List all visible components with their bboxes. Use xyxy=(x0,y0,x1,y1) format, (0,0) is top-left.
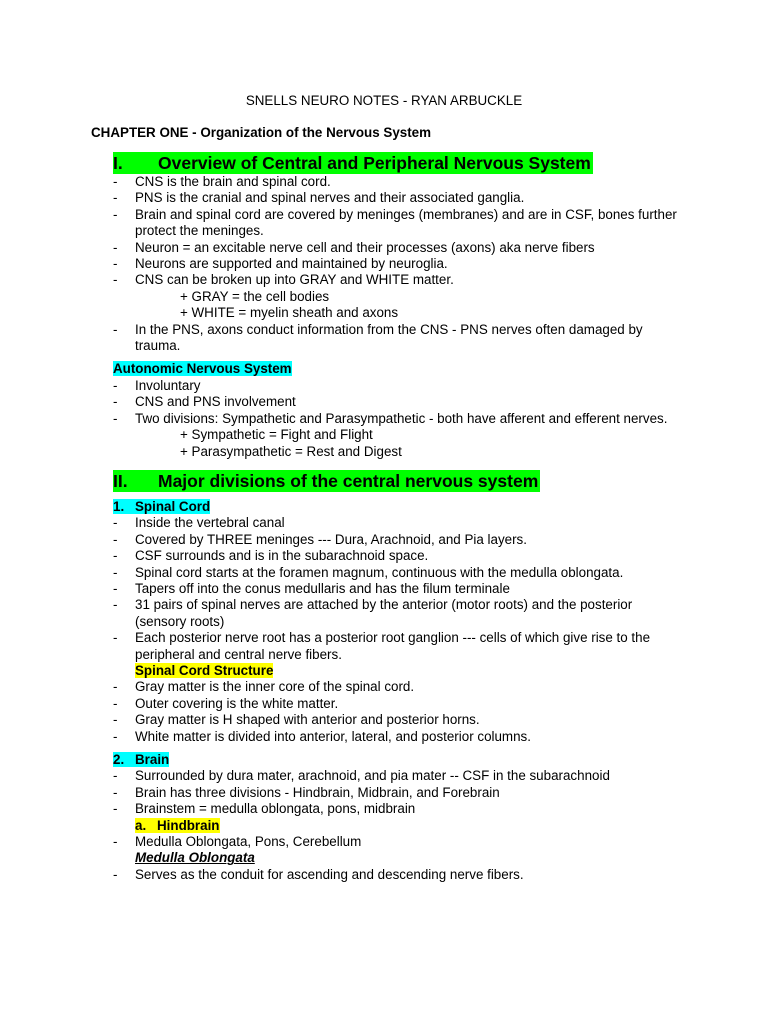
list-item: - Each posterior nerve root has a posterior root ganglion --- cells of which give rise to the peripheral and central nerve fibers. xyxy=(113,630,651,662)
list-item: - Gray matter is H shaped with anterior and posterior horns. xyxy=(113,712,480,728)
list-item: - Two divisions: Sympathetic and Parasympathetic - both have afferent and efferent nerves. xyxy=(113,410,668,426)
list-item: - In the PNS, axons conduct information from the CNS - PNS nerves often damaged by trauma. xyxy=(113,321,643,354)
document-title: SNELLS NEURO NOTES - RYAN ARBUCKLE xyxy=(245,93,523,108)
list-item: - Brainstem = medulla oblongata, pons, midbrain xyxy=(113,801,416,817)
list-item: - 31 pairs of spinal nerves are attached by the anterior (motor roots) and the posterior (sensory roots) xyxy=(113,597,633,629)
sub-item: + GRAY = the cell bodies xyxy=(180,288,330,304)
brain-list xyxy=(113,768,683,817)
list-item: - CNS and PNS involvement xyxy=(113,394,296,410)
section-2-heading xyxy=(113,470,683,492)
list-item: - PNS is the cranial and spinal nerves and their associated ganglia. xyxy=(113,190,525,206)
list-item: - Neurons are supported and maintained by neuroglia. xyxy=(113,256,448,272)
spinal-cord-structure-heading: Spinal Cord Structure xyxy=(135,662,274,678)
section-1-number: I. xyxy=(113,153,123,173)
list-item: - CNS is the brain and spinal cord. xyxy=(113,174,331,189)
section-1-heading xyxy=(113,152,683,174)
document-body xyxy=(113,152,683,883)
section-2-title: Major divisions of the central nervous system xyxy=(158,470,539,491)
list-item: - Gray matter is the inner core of the spinal cord. xyxy=(113,679,415,695)
list-item: - CSF surrounds and is in the subarachnoid space. xyxy=(113,548,429,564)
section-2-number: II. xyxy=(113,470,128,491)
section-1-list xyxy=(113,174,683,354)
chapter-heading: CHAPTER ONE - Organization of the Nervous System xyxy=(91,125,432,140)
ans-list xyxy=(113,378,683,460)
list-item: - Outer covering is the white matter. xyxy=(113,695,339,711)
list-item: - White matter is divided into anterior, lateral, and posterior columns. xyxy=(113,728,531,744)
hindbrain-heading: a. Hindbrain xyxy=(135,817,220,833)
spinal-cord-list xyxy=(113,515,683,663)
list-item: - Brain has three divisions - Hindbrain, Midbrain, and Forebrain xyxy=(113,784,500,800)
ans-heading: Autonomic Nervous System xyxy=(113,361,292,377)
section-1-title: Overview of Central and Peripheral Nervous System xyxy=(158,153,591,173)
list-item: - Tapers off into the conus medullaris and has the filum terminale xyxy=(113,580,510,596)
sub-item: + WHITE = myelin sheath and axons xyxy=(180,305,399,321)
medulla-list xyxy=(113,867,683,883)
list-item: - Covered by THREE meninges --- Dura, Arachnoid, and Pia layers. xyxy=(113,531,527,547)
list-item: - CNS can be broken up into GRAY and WHITE matter. xyxy=(113,272,454,288)
spinal-cord-structure-list xyxy=(113,679,683,745)
list-item: - Serves as the conduit for ascending and descending nerve fibers. xyxy=(113,866,524,882)
list-item: - Inside the vertebral canal xyxy=(113,515,285,531)
list-item: - Surrounded by dura mater, arachnoid, and pia mater -- CSF in the subarachnoid xyxy=(113,768,610,784)
brain-heading: 2. Brain xyxy=(113,752,170,767)
list-item: - Medulla Oblongata, Pons, Cerebellum xyxy=(113,834,362,850)
list-item: - Brain and spinal cord are covered by meninges (membranes) and are in CSF, bones further protect the meninges. xyxy=(113,206,677,239)
hindbrain-list xyxy=(113,834,683,850)
spinal-cord-heading: 1. Spinal Cord xyxy=(113,498,211,514)
list-item: - Neuron = an excitable nerve cell and their processes (axons) aka nerve fibers xyxy=(113,239,595,255)
list-item: - Involuntary xyxy=(113,377,201,393)
sub-item: + Parasympathetic = Rest and Digest xyxy=(180,443,402,459)
sub-item: + Sympathetic = Fight and Flight xyxy=(180,427,373,443)
medulla-heading: Medulla Oblongata xyxy=(135,850,255,866)
list-item: - Spinal cord starts at the foramen magnum, continuous with the medulla oblongata. xyxy=(113,564,624,580)
